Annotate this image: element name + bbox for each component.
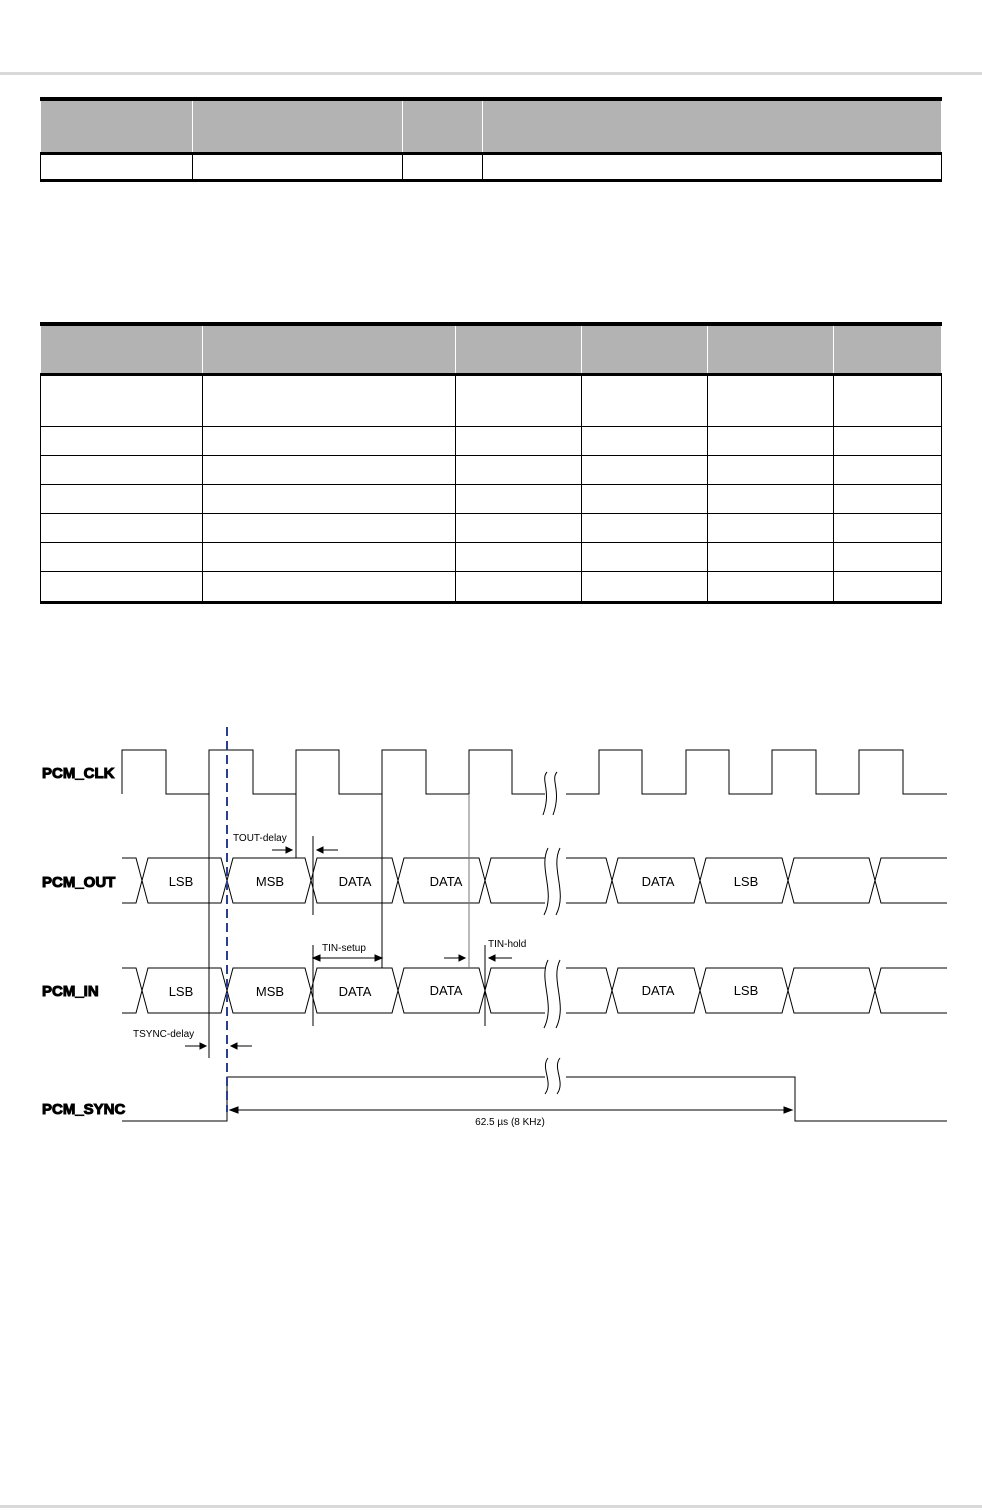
- table-cell: [834, 571, 942, 602]
- table-cell: [834, 542, 942, 571]
- pcm-in-cell: LSB: [168, 984, 194, 999]
- table-row: [41, 513, 942, 542]
- tin-setup-label: TIN-setup: [322, 943, 366, 954]
- table-row: [41, 455, 942, 484]
- table-header-cell: [582, 324, 708, 374]
- break-mark-out: [544, 848, 560, 915]
- break-mark-sync: [545, 1058, 560, 1094]
- table-cell: [203, 374, 456, 426]
- table-header-cell: [193, 99, 403, 153]
- pcm-sync-waveform-continued: [566, 1077, 947, 1121]
- table-cell: [582, 571, 708, 602]
- table-cell: [456, 571, 582, 602]
- table-cell: [203, 542, 456, 571]
- table-row: [41, 484, 942, 513]
- table-cell: [708, 542, 834, 571]
- table-cell: [41, 426, 203, 455]
- table-cell: [582, 374, 708, 426]
- tout-delay-label: TOUT-delay: [233, 833, 287, 844]
- table-cell: [41, 542, 203, 571]
- tin-setup-arrow: [313, 955, 382, 961]
- table-cell: [708, 374, 834, 426]
- signal-label-pcm-out: PCM_OUT: [42, 874, 116, 891]
- table-cell: [456, 455, 582, 484]
- table-cell: [456, 513, 582, 542]
- pcm-out-cell: LSB: [733, 874, 759, 889]
- table-header-cell: [834, 324, 942, 374]
- pcm-in-cell: DATA: [641, 983, 675, 998]
- table-row: [41, 542, 942, 571]
- footer-rule: [0, 1505, 982, 1508]
- table-cell: [203, 426, 456, 455]
- table-cell: [456, 484, 582, 513]
- table-header-cell: [203, 324, 456, 374]
- table-header-cell: [708, 324, 834, 374]
- table-cell: [456, 374, 582, 426]
- tsync-delay-arrows: [185, 1043, 252, 1049]
- pcm-in-cell: DATA: [338, 984, 372, 999]
- table-header-cell: [483, 99, 942, 153]
- table-row: [41, 374, 942, 426]
- signal-label-pcm-sync: PCM_SYNC: [42, 1101, 126, 1118]
- header-rule: [0, 72, 982, 75]
- pcm-clk-waveform-continued: [566, 750, 947, 794]
- table-cell: [41, 455, 203, 484]
- tout-delay-arrows: [272, 847, 338, 853]
- table-cell: [41, 374, 203, 426]
- period-arrow: [230, 1107, 792, 1113]
- table-cell: [582, 455, 708, 484]
- pcm-in-cell: DATA: [429, 983, 463, 998]
- table-cell: [834, 374, 942, 426]
- table-cell: [834, 513, 942, 542]
- pcm-out-cell: DATA: [641, 874, 675, 889]
- break-mark-in: [544, 960, 560, 1028]
- pcm-out-cell: LSB: [168, 874, 194, 889]
- table-cell: [708, 455, 834, 484]
- pcm-sync-waveform: [122, 1077, 545, 1121]
- table-2: [40, 322, 942, 604]
- table-cell: [203, 484, 456, 513]
- pcm-out-bus: [122, 858, 947, 903]
- table-cell: [834, 455, 942, 484]
- table-cell: [203, 513, 456, 542]
- table-cell: [708, 484, 834, 513]
- table-cell: [708, 513, 834, 542]
- table-cell: [582, 484, 708, 513]
- pcm-out-cell: DATA: [429, 874, 463, 889]
- table-header-cell: [456, 324, 582, 374]
- table-cell: [582, 513, 708, 542]
- break-mark-clk: [543, 772, 557, 815]
- table-cell: [403, 153, 483, 180]
- table-header-cell: [41, 324, 203, 374]
- table-cell: [203, 571, 456, 602]
- table-cell: [203, 455, 456, 484]
- pcm-in-bus: [122, 968, 947, 1013]
- table-row: [41, 426, 942, 455]
- table-cell: [193, 153, 403, 180]
- signal-label-pcm-clk: PCM_CLK: [42, 765, 115, 782]
- table-cell: [582, 542, 708, 571]
- table-cell: [708, 426, 834, 455]
- pcm-out-cell: DATA: [338, 874, 372, 889]
- tin-hold-arrows: [444, 955, 512, 961]
- table-cell: [708, 571, 834, 602]
- table-cell: [456, 542, 582, 571]
- pcm-in-cell: LSB: [733, 983, 759, 998]
- table-cell: [582, 426, 708, 455]
- pcm-timing-diagram: [0, 700, 982, 1150]
- table-cell: [41, 571, 203, 602]
- table-row: [41, 571, 942, 602]
- tin-hold-label: TIN-hold: [488, 939, 527, 950]
- table-cell: [456, 426, 582, 455]
- signal-label-pcm-in: PCM_IN: [42, 983, 99, 1000]
- table-cell: [41, 484, 203, 513]
- pcm-out-cell: MSB: [255, 874, 285, 889]
- period-label: 62.5 µs (8 KHz): [475, 1117, 545, 1128]
- tsync-delay-label: TSYNC-delay: [133, 1029, 195, 1040]
- table-1: [40, 97, 942, 182]
- table-header-row: [41, 324, 942, 374]
- table-cell: [483, 153, 942, 180]
- table-header-row: [41, 99, 942, 153]
- table-cell: [834, 426, 942, 455]
- table-cell: [41, 153, 193, 180]
- pcm-clk-waveform: [122, 750, 545, 794]
- pcm-in-cell: MSB: [255, 984, 285, 999]
- table-header-cell: [41, 99, 193, 153]
- table-row: [41, 153, 942, 180]
- table-header-cell: [403, 99, 483, 153]
- table-cell: [834, 484, 942, 513]
- table-cell: [41, 513, 203, 542]
